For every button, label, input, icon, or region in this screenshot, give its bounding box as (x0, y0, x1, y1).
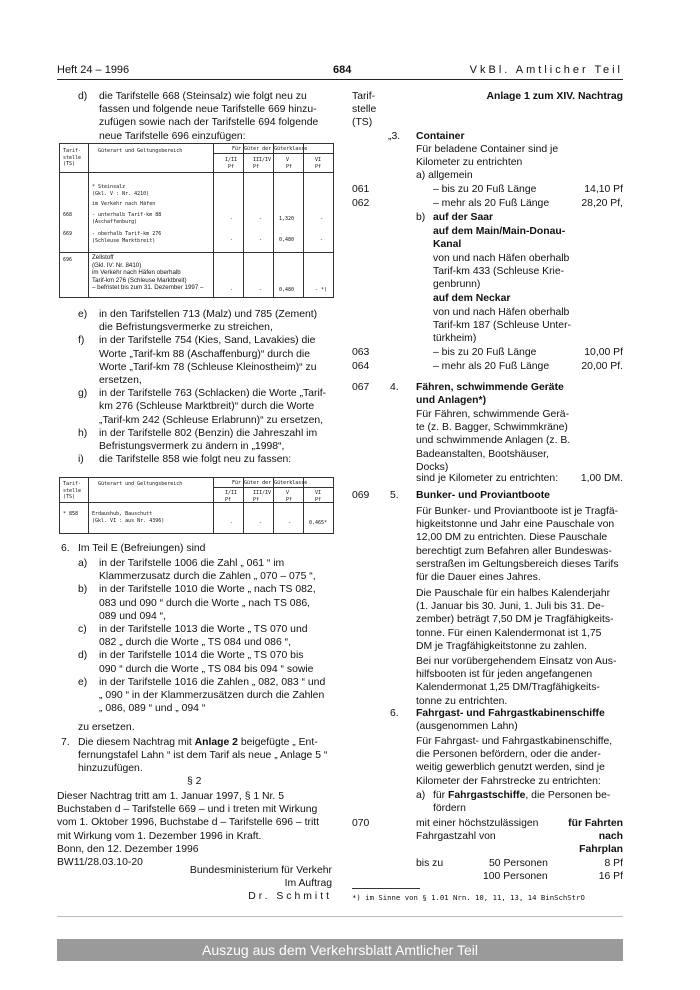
table2-class-2: III/IV Pf (253, 490, 272, 503)
list-item: i) die Tarifstelle 858 wie folgt neu zu fassen: (78, 454, 292, 466)
header-rule (57, 79, 623, 80)
price-100-persons: 16 Pf (598, 871, 623, 882)
table-row-ts: 668 (63, 212, 73, 218)
table-cell: - (230, 216, 234, 222)
items-6-list (78, 557, 334, 715)
list-item: d) in der Tarifstelle 1014 die Worte „ TS 070 bis 090 “ durch die Worte „ TS 084 bis 094 “ sowie (78, 650, 314, 675)
table1-class-3: V Pf (286, 157, 293, 170)
items-e-i (78, 308, 334, 466)
table-cell: - (230, 237, 234, 243)
list-item: e) in der Tarifstelle 1016 die Zahlen „ 082, 083 “ und „ 090 “ in der Klammerzusätzen durch die Zahlen „ 086, 089 “ und „ 094 “ (78, 676, 326, 715)
table-row: Erdaushub, Bauschutt (Gkl. VI : aus Nr. 4396) (92, 511, 165, 524)
s3a-row-2: – mehr als 20 Fuß Länge (433, 198, 550, 209)
table-cell: - (230, 520, 234, 526)
tariff-table-2 (59, 477, 334, 534)
tariff-table-1 (59, 143, 334, 298)
item-d-marker: d) (78, 91, 88, 102)
signature-block: Bundesministerium für Verkehr Im Auftrag Dr. Schmitt (189, 865, 332, 903)
footer-rule (57, 916, 623, 917)
item-6-text: Im Teil E (Befreiungen) sind (78, 543, 206, 554)
table-cell: 0,480 (279, 287, 295, 293)
table-row: - oberhalb Tarif-km 276 (Schleuse Marktbreit) (92, 231, 162, 244)
s5-number: 5. (390, 490, 399, 501)
list-item: b) in der Tarifstelle 1010 die Worte „ nach TS 082, 083 und 090 “ durch die Worte „ nach TS 086, 089 und 094 “, (78, 584, 316, 622)
price-062: 28,20 Pf, (581, 198, 623, 209)
ts-064: 064 (352, 361, 370, 372)
s3b-main-title: auf dem Main/Main-Donau- Kanal (433, 226, 566, 251)
price-064: 20,00 Pf. (581, 361, 623, 372)
ts-063: 063 (352, 347, 370, 358)
table-row: Zellstoff (Gkl. IV: Nr. 8410) im Verkehr nach Häfen oberhalb Tarif-km 276 (Schleuse Marktbreit) – befristet bis zum 31. Dezember 1997 – (92, 254, 204, 292)
table-cell: - (230, 287, 234, 293)
s6-row-1-num: 50 Personen (489, 858, 548, 869)
price-50-persons: 8 Pf (604, 858, 623, 869)
ts-062: 062 (352, 198, 370, 209)
table1-class-4: VI Pf (315, 157, 322, 170)
table-cell: 1,320 (279, 216, 295, 222)
table-cell: - (259, 287, 263, 293)
table-row: im Verkehr nach Häfen (92, 201, 156, 207)
footnote-rule (352, 888, 420, 889)
ts-061: 061 (352, 184, 370, 195)
s3b-neckar-title: auf dem Neckar (433, 293, 511, 304)
table2-class-1: I/II Pf (225, 490, 238, 503)
table-cell: - (259, 520, 263, 526)
table-cell: 0,465* (309, 520, 328, 526)
s6-row-label: mit einer höchstzulässigen Fahrgastzahl von (416, 818, 539, 843)
s3b-title: auf der Saar (433, 212, 494, 223)
table-cell: - (288, 520, 292, 526)
s3b-neckar-text: von und nach Häfen oberhalb Tarif-km 187 (Schleuse Unter- türkheim) (433, 307, 572, 345)
s4-title: Fähren, schwimmende Geräte und Anlagen*) (416, 382, 564, 407)
ts-067: 067 (352, 382, 370, 393)
s5-title: Bunker- und Proviantboote (416, 490, 550, 501)
table2-head-art: Güterart und Geltungsbereich (98, 481, 183, 487)
s6a-text: für Fahrgastschiffe, die Personen be- fördern (433, 790, 611, 815)
s4-text: Für Fähren, schwimmende Gerä- te (z. B. Bagger, Schwimmkräne) und schwimmende Anlagen (z. B. Badeanstalten, Bootshäuser, Docks) (416, 409, 571, 473)
s3-number: „3. (388, 131, 401, 142)
s3-title: Container (416, 131, 465, 142)
ts-070: 070 (352, 818, 370, 829)
s3b-row-2: – mehr als 20 Fuß Länge (433, 361, 550, 372)
s6-row-2-num: 100 Personen (483, 871, 548, 882)
list-item: a) in der Tarifstelle 1006 die Zahl „ 061 “ im Klammerzusatz durch die Zahlen „ 070 – 075 “, (78, 558, 316, 583)
item-d-text: die Tarifstelle 668 (Steinsalz) wie folgt neu zu fassen und folgende neue Tarifstelle 669 hinzu- zufügen sowie nach der Tarifstelle 694 folgende neue Tarifstelle 696 einzufügen: (99, 91, 319, 142)
table-row-ts: 669 (63, 231, 73, 237)
table-row-ts: 696 (63, 257, 73, 263)
item-6-marker: 6. (61, 543, 70, 554)
price-067: 1,00 DM. (580, 473, 623, 484)
item-7-text: Die diesem Nachtrag mit Anlage 2 beigefügte „ Ent- fernungstafel Lahn “ ist dem Tarif als neue „ Anlage 5 “ hinzuzufügen. (78, 737, 328, 775)
table2-class-3: V Pf (286, 490, 293, 503)
s3a-row-1: – bis zu 20 Fuß Länge (433, 184, 537, 195)
s3-intro: Für beladene Container sind je Kilometer zu entrichten (416, 144, 559, 169)
price-061: 14,10 Pf (584, 184, 623, 195)
table1-head-ts: Tarif- stelle (TS) (63, 148, 82, 167)
list-item: e) in den Tarifstellen 713 (Malz) und 785 (Zement) die Befristungsvermerke zu streichen, (78, 309, 318, 334)
table2-head-ts: Tarif- stelle (TS) (63, 481, 82, 500)
s5-paragraph-2: Die Pauschale für ein halbes Kalenderjahr (1. Januar bis 30. Juni, 1. Juli bis 31. De- zember) beträgt 7,50 DM je Tragfähigkeits- tonne. Für einen Kalendermonat ist 1,75 DM je Tragfähigkeitstonne zu zahlen. (416, 588, 614, 652)
table-cell: - (259, 237, 263, 243)
table1-head-group: Für Güter der Güterklasse (232, 146, 308, 152)
price-063: 10,00 Pf (584, 347, 623, 358)
footer-banner: Auszug aus dem Verkehrsblatt Amtlicher Teil (57, 939, 623, 961)
s4-number: 4. (390, 382, 399, 393)
s6-number: 6. (390, 708, 399, 719)
s6-text: Für Fahrgast- und Fahrgastkabinenschiffe, die Personen befördern, oder die ander- weitig gewerblich genutzt werden, sind je Kilometer der Fahrstrecke zu entrichten: (416, 736, 613, 787)
item-7-marker: 7. (61, 737, 70, 748)
table-cell: - (259, 216, 263, 222)
table-cell: - *) (315, 287, 328, 293)
s3b-marker: b) (416, 212, 426, 223)
list-item: c) in der Tarifstelle 1013 die Worte „ TS 070 und 082 „ durch die Worte „ TS 084 und 086 “, (78, 624, 308, 649)
s5-paragraph-1: Für Bunker- und Proviantboote ist je Tragfä- higkeitstonne und Jahr eine Pauschale von 12,00 DM zu entrichten. Diese Pauschale berechtigt zum Befahren aller Bundeswas- serstraßen im Geltungsbereich dieses Tarifs für die Dauer eines Jahres. (416, 506, 619, 584)
table-cell: - (320, 216, 324, 222)
anlage-title: Anlage 1 zum XIV. Nachtrag (486, 91, 623, 102)
table1-class-1: I/II Pf (225, 157, 238, 170)
section-heading: § 2 (187, 776, 202, 787)
s3b-row-1: – bis zu 20 Fuß Länge (433, 347, 537, 358)
ts-069: 069 (352, 490, 370, 501)
list-item: h) in der Tarifstelle 802 (Benzin) die Jahreszahl im Befristungsvermerk zu ändern in „1998“, (78, 427, 318, 453)
s5-paragraph-3: Bei nur vorübergehendem Einsatz von Aus- hilfsbooten ist für jeden angefangenen Kalendermonat 1,25 DM/Tragfähigkeits- tonne zu entrichten. (416, 656, 617, 707)
list-item: g) in der Tarifstelle 763 (Schlacken) die Worte „Tarif- km 276 (Schleuse Marktbreit)“ durch die Worte „Tarif-km 242 (Schleuse Erlabrunn)“ zu ersetzen, (78, 388, 327, 426)
s6-title: Fahrgast- und Fahrgastkabinenschiffe (ausgenommen Lahn) (416, 708, 605, 733)
table-cell: 0,480 (279, 237, 295, 243)
s6-row-1-pre: bis zu (416, 858, 444, 869)
table2-class-4: VI Pf (315, 490, 322, 503)
page-number: 684 (333, 64, 352, 76)
section-paragraph: Dieser Nachtrag tritt am 1. Januar 1997, § 1 Nr. 5 Buchstaben d – Tarifstelle 669 – und i treten mit Wirkung vom 1. Oktober 1996, Buchstabe d – Tarifstelle 696 – tritt mit Wirkung vom 1. Dezember 1996 in Kraft. (57, 791, 320, 842)
table1-head-art: Güterart und Geltungsbereich (98, 148, 183, 154)
s6-col-head: für Fahrten nach Fahrplan (568, 818, 623, 856)
table-row: - unterhalb Tarif-km 88 (Aschaffenburg) (92, 212, 162, 225)
list-item: f) in der Tarifstelle 754 (Kies, Sand, Lavakies) die Worte „Tarif-km 88 (Aschaffenburg)“ durch die Worte „Tarif-km 78 (Schleuse Kleinostheim)“ zu ersetzen, (78, 335, 317, 387)
s6a-marker: a) (416, 790, 426, 801)
table-row: * Steinsalz (Gkl. V : Nr. 4210) (92, 184, 150, 197)
s3a-label: a) allgemein (416, 170, 473, 181)
table2-head-group: Für Güter der Güterklasse (232, 480, 308, 486)
place-date: Bonn, den 12. Dezember 1996 (57, 844, 199, 855)
reference-number: BW11/28.03.10-20 (57, 857, 143, 868)
journal-title: VkBl. Amtlicher Teil (469, 64, 623, 76)
footnote: *) im Sinne von § 1.01 Nrn. 10, 11, 13, 14 BinSchStrO (352, 893, 585, 902)
s4-last-text: sind je Kilometer zu entrichten: (416, 473, 559, 484)
table-cell: - (320, 237, 324, 243)
issue-label: Heft 24 – 1996 (57, 64, 130, 76)
s3b-main-text: von und nach Häfen oberhalb Tarif-km 433 (Schleuse Krie- genbrunn) (433, 253, 570, 291)
zu-ersetzen: zu ersetzen. (78, 722, 135, 733)
ts-column-head: Tarif- stelle (TS) (352, 91, 377, 129)
table-row-ts: * 858 (63, 511, 79, 517)
table1-class-2: III/IV Pf (253, 157, 272, 170)
